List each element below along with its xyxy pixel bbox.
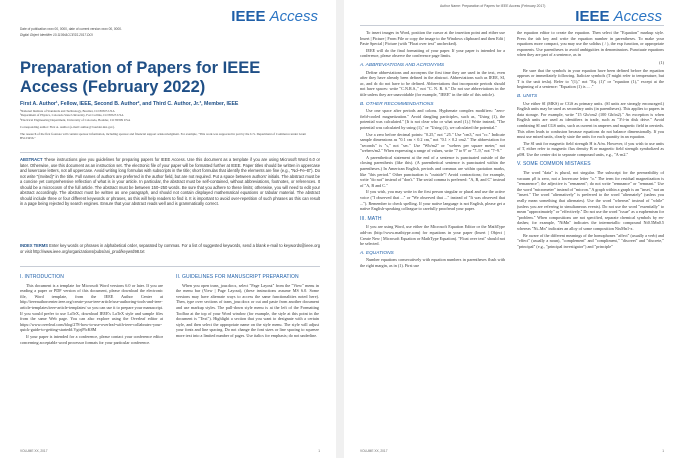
- paragraph: The SI unit for magnetic field strength H is A/m. However, if you wish to use units of T, either refer to magnetic flux density B or magnetic field strength symbolized as μ0H. Use the center dot to separate compound units, e.g., "A·m2.": [517, 140, 664, 157]
- right-column: [517, 30, 664, 250]
- paragraph: Use either SI (MKS) or CGS as primary units. (SI units are strongly encouraged.) English units may be used as secondary units (in parentheses). This applies to papers in data storage. For example, write "15 Gb/cm2 (100 Gb/in2)." An exception is when English units are used as identifiers in trade, such as "3½-in disk drive." Avoid combining SI and CGS units, such as current in amperes and magnetic field in oersteds. This often leads to confusion because equations do not balance dimensionally. If you must use mixed units, clearly state the units for each quantity in an equation.: [517, 100, 664, 140]
- paragraph: Be sure that the symbols in your equation have been defined before the equation appears or immediately following. Italicize symbols (T might refer to temperature, but T is the unit tesla). Refer to "(1)," not "Eq. (1)" or "equation (1)," except at the beginning of a sentence: "Equation (1) is ... .": [517, 67, 664, 90]
- corresponding-author: Corresponding author: First A. Author (e-mail: author@ boulder.nist.gov).: [20, 125, 115, 129]
- units-heading: B. UNITS: [517, 93, 538, 99]
- equation-number: (1): [659, 59, 664, 65]
- ieee-access-logo: IEEE Access: [575, 8, 662, 25]
- paragraph: Define abbreviations and acronyms the first time they are used in the text, even after they have already been defined in the abstract. Abbreviations such as IEEE, SI, ac, and dc do not have to be defined. Abbreviations that incorporate periods should not have spaces: write "C.N.R.S.," not "C. N. R. S." Do not use abbreviations in the title unless they are unavoidable (for example, "IEEE" in the title of this article).: [360, 69, 505, 97]
- section-common-mistakes-heading: V. SOME COMMON MISTAKES: [517, 161, 591, 168]
- affiliation-3: ³Electrical Engineering Department, University of Colorado, Boulder, CO 80309 USA: [20, 117, 131, 122]
- paragraph: the equation editor to create the equation. Then select the "Equation" markup style. Press the tab key and write the equation number in parentheses. To make your equations more compact, you may use the solidus ( / ), the exp function, or appropriate exponents. Use parentheses to avoid ambiguities in denominators. Punctuate equations when they are part of a sentence, as in: [517, 30, 664, 58]
- right-column: [176, 270, 319, 340]
- abstract-bottom-rule: [20, 266, 320, 267]
- index-terms: [20, 243, 320, 254]
- paragraph: IEEE will do the final formatting of your paper. If your paper is intended for a conference, please observe the conference page limits.: [360, 47, 505, 59]
- paragraph: If your paper is intended for a conference, please contact your conference editor concerning acceptable word processor formats for your particular conference.: [20, 333, 163, 345]
- equations-heading: A. EQUATIONS: [360, 250, 394, 256]
- abstract-text: These instructions give you guidelines for preparing papers for IEEE Access. Use this document as a template if you are using Microsoft Word 6.0 or later. Otherwise, use this document as an instruction set. The electronic file of your paper will be formatted further at IEEE. Paper titles should be written in uppercase and lowercase letters, not all uppercase. Avoid writing long formulas with subscripts in the title; short formulas that identify the elements are fine (e.g., "Nd–Fe–B"). Do not write "(Invited)" in the title. Full names of authors are preferred in the author field, but are not required. Put a space between authors' initials. The abstract must be a concise yet comprehensive reflection of what is in your article. In particular, the abstract must be self-contained, without abbreviations, footnotes, or references. It should be a microcosm of the full article. The abstract must be between 150–250 words. Be sure that you adhere to these limits; otherwise, you will need to edit your abstract accordingly. The abstract must be written as one paragraph, and should not contain displayed mathematical equations or tabular material. The abstract should include three or four different keywords or phrases, as this will help readers to find it. It is important to avoid over-repetition of such phrases as this can result in a page being rejected by search engines. Ensure that your abstract reads well and is grammatically correct.: [20, 157, 321, 206]
- left-column: [20, 270, 163, 346]
- ieee-access-logo: IEEE Access: [231, 8, 318, 25]
- paper-title: Preparation of Papers for IEEE Access (February 2022): [20, 59, 261, 96]
- funding-note: The research of the first footnote will contain sponsor information, including sponsor and financial support acknowledgment. For example, "This work was supported in part by the U.S. Department of Commerce under Grant BS123456.": [20, 132, 306, 141]
- header-rule: [360, 25, 664, 26]
- paragraph: The word "data" is plural, not singular. The subscript for the permeability of vacuum μ0 is zero, not a lowercase letter "o." The term for residual magnetization is "remanence"; the adjective is "remanent"; do not write "remnance" or "remnant." Use the word "micrometer" instead of "micron." A graph within a graph is an "inset," not an "insert." The word "alternatively" is preferred to the word "alternately" (unless you really mean something that alternates). Use the word "whereas" instead of "while" (unless you are referring to simultaneous events). Do not use the word "essentially" to mean "approximately" or "effectively." Do not use the word "issue" as a euphemism for "problem." When compositions are not specified, separate chemical symbols by en-dashes; for example, "NiMn" indicates the intermetallic compound Ni0.5Mn0.5 whereas "Ni–Mn" indicates an alloy of some composition NixMn1-x.: [517, 170, 664, 231]
- paragraph: Be aware of the different meanings of the homophones "affect" (usually a verb) and "effect" (usually a noun), "complement" and "compliment," "discreet" and "discrete," "principal" (e.g., "principal investigator") and "principle": [517, 232, 664, 249]
- paragraph: If you wish, you may write in the first person singular or plural and use the active voice ("I observed that ..." or "We observed that ..." instead of "It was observed that ..."). Remember to check spelling. If your native language is not English, please get a native English-speaking colleague to carefully proofread your paper.: [360, 189, 505, 212]
- paragraph: To insert images in Word, position the cursor at the insertion point and either use Insert | Picture | From File or copy the image to the Windows clipboard and then Edit | Paste Special | Picture (with "Float over text" unchecked).: [360, 30, 505, 47]
- affiliations: [20, 109, 320, 122]
- paragraph: Number equations consecutively with equation numbers in parentheses flush with the right margin, as in (1). First use: [360, 257, 505, 268]
- section-guidelines-heading: II. GUIDELINES FOR MANUSCRIPT PREPARATION: [176, 274, 299, 280]
- affiliation-1: ¹National Institute of Standards and Technology, Boulder, CO 80305 USA: [20, 109, 115, 113]
- paragraph: A parenthetical statement at the end of a sentence is punctuated outside of the closing parenthesis (like this). (A parenthetical sentence is punctuated within the parentheses.) In American English, periods and commas are within quotation marks, like "this period." Other punctuation is "outside"! Avoid contractions; for example, write "do not" instead of "don't." The serial comma is preferred: "A, B, and C" instead of "A, B and C.": [360, 154, 505, 188]
- index-terms-text: Enter key words or phrases in alphabetical order, separated by commas. For a list of suggested keywords, send a blank e-mail to keywords@ieee.org or visit http://www.ieee.org/organizations/pubs/ani_prod/keywrd98.txt: [20, 243, 320, 254]
- running-header: Author Name: Preparation of Papers for IEEE Access (February 2017): [440, 4, 546, 8]
- footer-page-number: 1: [662, 449, 664, 453]
- abstract-label: ABSTRACT: [20, 157, 43, 162]
- index-terms-label: INDEX TERMS: [20, 243, 48, 248]
- footer-volume: VOLUME XX, 2017: [360, 449, 388, 453]
- left-column: [360, 30, 505, 270]
- page-1: [0, 0, 336, 458]
- footer-page-number: 1: [318, 449, 320, 453]
- abstract: [20, 157, 320, 207]
- page-2: [344, 0, 680, 458]
- affiliation-2: ²Department of Physics, Colorado State University, Fort Collins, CO 80523 USA: [20, 113, 124, 118]
- paragraph: If you are using Word, use either the Microsoft Equation Editor or the MathType add-on (http://www.mathtype.com) for equations in your paper (Insert | Object | Create New | Microsoft Equation or MathType Equation). "Float over text" should not be selected.: [360, 224, 505, 247]
- section-math-heading: III. MATH: [360, 215, 382, 222]
- other-recommendations-heading: B. OTHER RECOMMENDATIONS: [360, 101, 434, 107]
- author-list: First A. Author¹, Fellow, IEEE, Second B. Author², and Third C. Author, Jr.³, Member, IEEE: [20, 101, 239, 107]
- footer-volume: VOLUME XX, 2017: [20, 449, 48, 453]
- paragraph: When you open trans_jour.docx, select "Page Layout" from the "View" menu in the menu bar (View | Page Layout), (these instructions assume MS 6.0. Some versions may have alternate ways to access the same functionalities noted here). Then, type over sections of trans_jour.docx or cut and paste from another document and use markup styles. The pull-down style menu is at the left of the Formatting Toolbar at the top of your Word window (for example, the style at this point in the document is "Text"). Highlight a section that you want to designate with a certain style, and then select the appropriate name on the style menu. The style will adjust your fonts and line spacing. Do not change the font sizes or line spacing to squeeze more text into a limited number of pages. Use italics for emphasis; do not underline.: [176, 282, 319, 338]
- paragraph: Use one space after periods and colons. Hyphenate complex modifiers: "zero-field-cooled magnetization." Avoid dangling participles, such as, "Using (1), the potential was calculated." [It is not clear who or what used (1).] Write instead, "The potential was calculated by using (1)," or "Using (1), we calculated the potential.": [360, 108, 505, 130]
- doi: Digital Object Identifier 10.1109/ACCESS.2017.DOI: [20, 33, 93, 37]
- abbreviations-heading: A. ABBREVIATIONS AND ACRONYMS: [360, 62, 445, 68]
- paragraph: This document is a template for Microsoft Word versions 6.0 or later. If you are reading a paper or PDF version of this document, please download the electronic file, Word template, from the IEEE Author Center at http://ieeeauthorcenter.ieee.org/create-your-ieee-article/use-authoring-tools-and-ieee-article-templates/ieee-article-templates/ so you can use it to prepare your manuscript. If you would prefer to use LaTeX, download IEEE's LaTeX style and sample files from the same Web page. You can also explore using the Overleaf editor at https://www.overleaf.com/blog/278-how-to-use-overleaf-with-ieee-collabratec-your-quick-guide-to-getting-started#.VgtrjPlcK8M: [20, 282, 163, 333]
- publication-dates: Date of publication xxxx 00, 0000, date of current version xxxx 00, 0000.: [20, 27, 122, 31]
- abstract-top-rule: [20, 152, 320, 153]
- paragraph: Use a zero before decimal points: "0.25," not ".25." Use "cm3," not "cc." Indicate sample dimensions as "0.1 cm × 0.2 cm," not "0.1 × 0.2 cm2." The abbreviation for "seconds" is "s," not "sec." Use "Wb/m2" or "webers per square meter," not "webers/m2." When expressing a range of values, write "7 to 9" or "7–9," not "7~9.": [360, 131, 505, 154]
- section-introduction-heading: I. INTRODUCTION: [20, 274, 64, 280]
